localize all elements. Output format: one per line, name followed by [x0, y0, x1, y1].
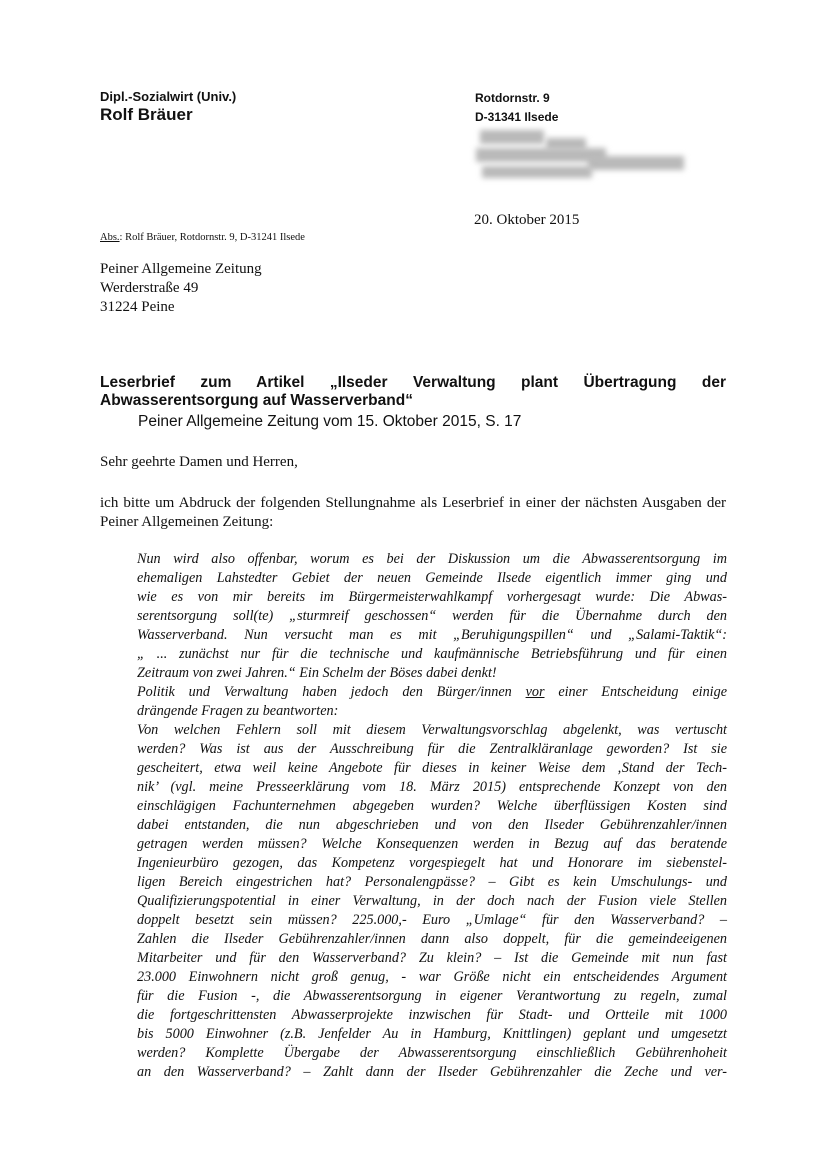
quote-line: Zahlen die Ilseder Gebührenzahler/innen dann also doppelt, für die gemeindeeigenen — [137, 931, 727, 947]
subject-title: Leserbrief zum Artikel „Ilseder Verwaltung plant Übertragung der Abwasserentsorgung auf Wasserverband“ — [100, 374, 726, 409]
quote-line: gescheitert, etwa weil keine Angebote für dieses in keiner Weise dem ‚Stand der Tech- — [137, 760, 727, 776]
quote-line: die fortgeschrittensten Abwasserprojekte inzwischen für Stadt- und Ortteile mit 1000 — [137, 1007, 727, 1023]
recipient-line: Werderstraße 49 — [100, 280, 199, 296]
quote-line: doppelt besetzt sein müssen? 225.000,- Euro „Umlage“ für den Wasserverband? – — [137, 912, 727, 928]
quote-line: drängende Fragen zu beantworten: — [137, 703, 339, 719]
return-address-text: : Rolf Bräuer, Rotdornstr. 9, D-31241 Ilsede — [119, 232, 305, 243]
quote-underlined-word: vor — [525, 684, 545, 700]
quote-line: für die Fusion -, die Abwasserentsorgung in eigener Verantwortung zu regeln, zumal — [137, 988, 727, 1004]
quote-line: Qualifizierungspotential in einer Verwaltung, in der doch nach der Fusion viele Stellen — [137, 893, 727, 909]
quote-line: „ ... zunächst nur für die technische und kaufmännische Betriebsführung und für einen — [137, 646, 727, 662]
recipient-address — [100, 260, 262, 317]
quote-line: bis 5000 Einwohner (z.B. Jenfelder Au in Hamburg, Knittlingen) geplant und umgesetzt — [137, 1026, 727, 1042]
return-address-line — [100, 232, 305, 243]
quoted-statement — [137, 550, 727, 1082]
quote-line: Von welchen Fehlern soll mit diesem Verwaltungsvorschlag abgelenkt, was vertuscht — [137, 722, 727, 738]
redacted-contact-block — [476, 128, 686, 182]
quote-line: ehemaligen Lahstedter Gebiet der neuen Gemeinde Ilsede eigentlich immer ging und — [137, 570, 727, 586]
quote-line: Ingenieurbüro gezogen, das Kompetenz vorgespiegelt hat und Honorare im siebenstel- — [137, 855, 727, 871]
quote-line: 23.000 Einwohnern nicht groß genug, - war Größe nicht ein entscheidendes Argument — [137, 969, 727, 985]
quote-line: an den Wasserverband? – Zahlt dann der Ilseder Gebührenzahler die Zeche und ver- — [137, 1064, 727, 1080]
salutation: Sehr geehrte Damen und Herren, — [100, 454, 298, 470]
quote-segment: Politik und Verwaltung haben jedoch den Bürger/innen — [137, 684, 526, 700]
sender-street: Rotdornstr. 9 — [475, 91, 550, 105]
quote-line: Mitarbeiter und für den Wasserverband? Zu klein? – Ist die Gemeinde mit nun fast — [137, 950, 727, 966]
quote-line — [137, 683, 727, 702]
sender-title: Dipl.-Sozialwirt (Univ.) — [100, 89, 237, 104]
quote-line: einschlägigen Fachunternehmen abgegeben wurden? Welche überflüssigen Kosten sind — [137, 798, 727, 814]
quote-line: nik’ (vgl. meine Presseerklärung vom 18. März 2015) entsprechende Konzept von den — [137, 779, 727, 795]
quote-line: werden? Komplette Übergabe der Abwasserentsorgung einschließlich Gebührenhoheit — [137, 1045, 727, 1061]
recipient-line: Peiner Allgemeine Zeitung — [100, 261, 262, 277]
quote-line: getragen werden müssen? Welche Konsequenzen werden in Bezug auf das beratende — [137, 836, 727, 852]
quote-line: ligen Bereich eingestrichen hat? Personalengpässe? – Gibt es kein Umschulungs- und — [137, 874, 727, 890]
quote-line: Wasserverband. Nun versucht man es mit „Beruhigungspillen“ und „Salami-Taktik“: — [137, 627, 727, 643]
letter-date: 20. Oktober 2015 — [474, 212, 580, 228]
quote-line: dabei entstanden, die nun abgeschrieben und von den Ilseder Gebührenzahler/innen — [137, 817, 727, 833]
quote-line: serentsorgung soll(te) „sturmreif geschossen“ werden für die Übernahme durch den — [137, 608, 727, 624]
sender-city: D-31341 Ilsede — [475, 110, 559, 124]
quote-line: wie es von mir bereits im Bürgermeisterwahlkampf vorhergesagt wurde: Die Abwas- — [137, 589, 727, 605]
subject-reference: Peiner Allgemeine Zeitung vom 15. Oktober 2015, S. 17 — [138, 413, 522, 430]
recipient-line: 31224 Peine — [100, 299, 175, 315]
return-address-label: Abs. — [100, 232, 120, 243]
sender-name: Rolf Bräuer — [100, 105, 193, 124]
quote-line: Nun wird also offenbar, worum es bei der Diskussion um die Abwasserentsorgung im — [137, 551, 727, 567]
quote-segment: einer Entscheidung einige — [544, 684, 728, 700]
quote-line: Zeitraum von zwei Jahren.“ Ein Schelm der Böses dabei denkt! — [137, 665, 497, 681]
intro-paragraph: ich bitte um Abdruck der folgenden Stellungnahme als Leserbrief in einer der nächsten Ausgaben der Peiner Allgemeinen Zeitung: — [100, 495, 726, 530]
quote-line: werden? Was ist aus der Ausschreibung für die Zentralkläranlage geworden? Ist sie — [137, 741, 727, 757]
